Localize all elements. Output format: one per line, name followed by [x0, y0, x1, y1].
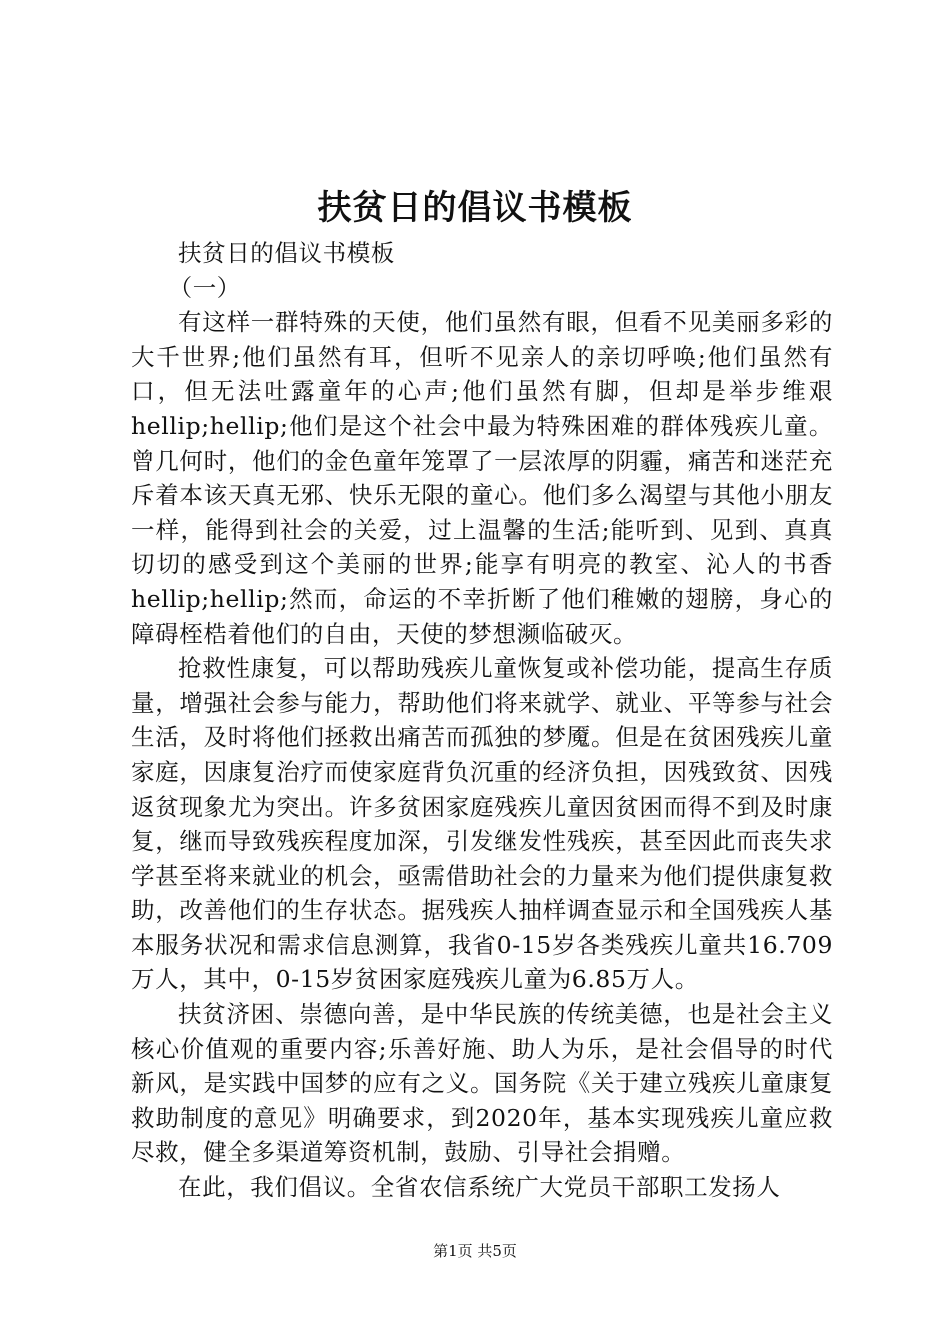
document-body [131, 236, 833, 1205]
section-marker: （一） [168, 273, 241, 302]
page-footer: 第1页 共5页 [433, 1242, 517, 1260]
subtitle-line: 扶贫日的倡议书模板 [178, 239, 395, 267]
document-title: 扶贫日的倡议书模板 [317, 188, 633, 228]
paragraph-1: 有这样一群特殊的天使，他们虽然有眼，但看不见美丽多彩的大千世界;他们虽然有耳，但听不见亲人的亲切呼唤;他们虽然有口，但无法吐露童年的心声;他们虽然有脚，但却是举步维艰hellip;hellip;他们是这个社会中最为特殊困难的群体残疾儿童。曾几何时，他们的金色童年笼罩了一层浓厚的阴霾，痛苦和迷茫充斥着本该天真无邪、快乐无限的童心。他们多么渴望与其他小朋友一样，能得到社会的关爱，过上温馨的生活;能听到、见到、真真切切的感受到这个美丽的世界;能享有明亮的教室、沁人的书香hellip;hellip;然而，命运的不幸折断了他们稚嫩的翅膀，身心的障碍桎梏着他们的自由，天使的梦想濒临破灭。 [131, 308, 833, 648]
paragraph-4: 在此，我们倡议。全省农信系统广大党员干部职工发扬人 [178, 1173, 781, 1202]
paragraph-3: 扶贫济困、崇德向善，是中华民族的传统美德，也是社会主义核心价值观的重要内容;乐善好施、助人为乐，是社会倡导的时代新风，是实践中国梦的应有之义。国务院《关于建立残疾儿童康复救助制度的意见》明确要求，到2020年，基本实现残疾儿童应救尽救，健全多渠道筹资机制，鼓励、引导社会捐赠。 [131, 1000, 833, 1167]
paragraph-2: 抢救性康复，可以帮助残疾儿童恢复或补偿功能，提高生存质量，增强社会参与能力，帮助他们将来就学、就业、平等参与社会生活，及时将他们拯救出痛苦而孤独的梦魇。但是在贫困残疾儿童家庭，因康复治疗而使家庭背负沉重的经济负担，因残致贫、因残返贫现象尤为突出。许多贫困家庭残疾儿童因贫困而得不到及时康复，继而导致残疾程度加深，引发继发性残疾，甚至因此而丧失求学甚至将来就业的机会，亟需借助社会的力量来为他们提供康复救助，改善他们的生存状态。据残疾人抽样调查显示和全国残疾人基本服务状况和需求信息测算，我省0-15岁各类残疾儿童共16.709万人，其中，0-15岁贫困家庭残疾儿童为6.85万人。 [131, 654, 833, 994]
